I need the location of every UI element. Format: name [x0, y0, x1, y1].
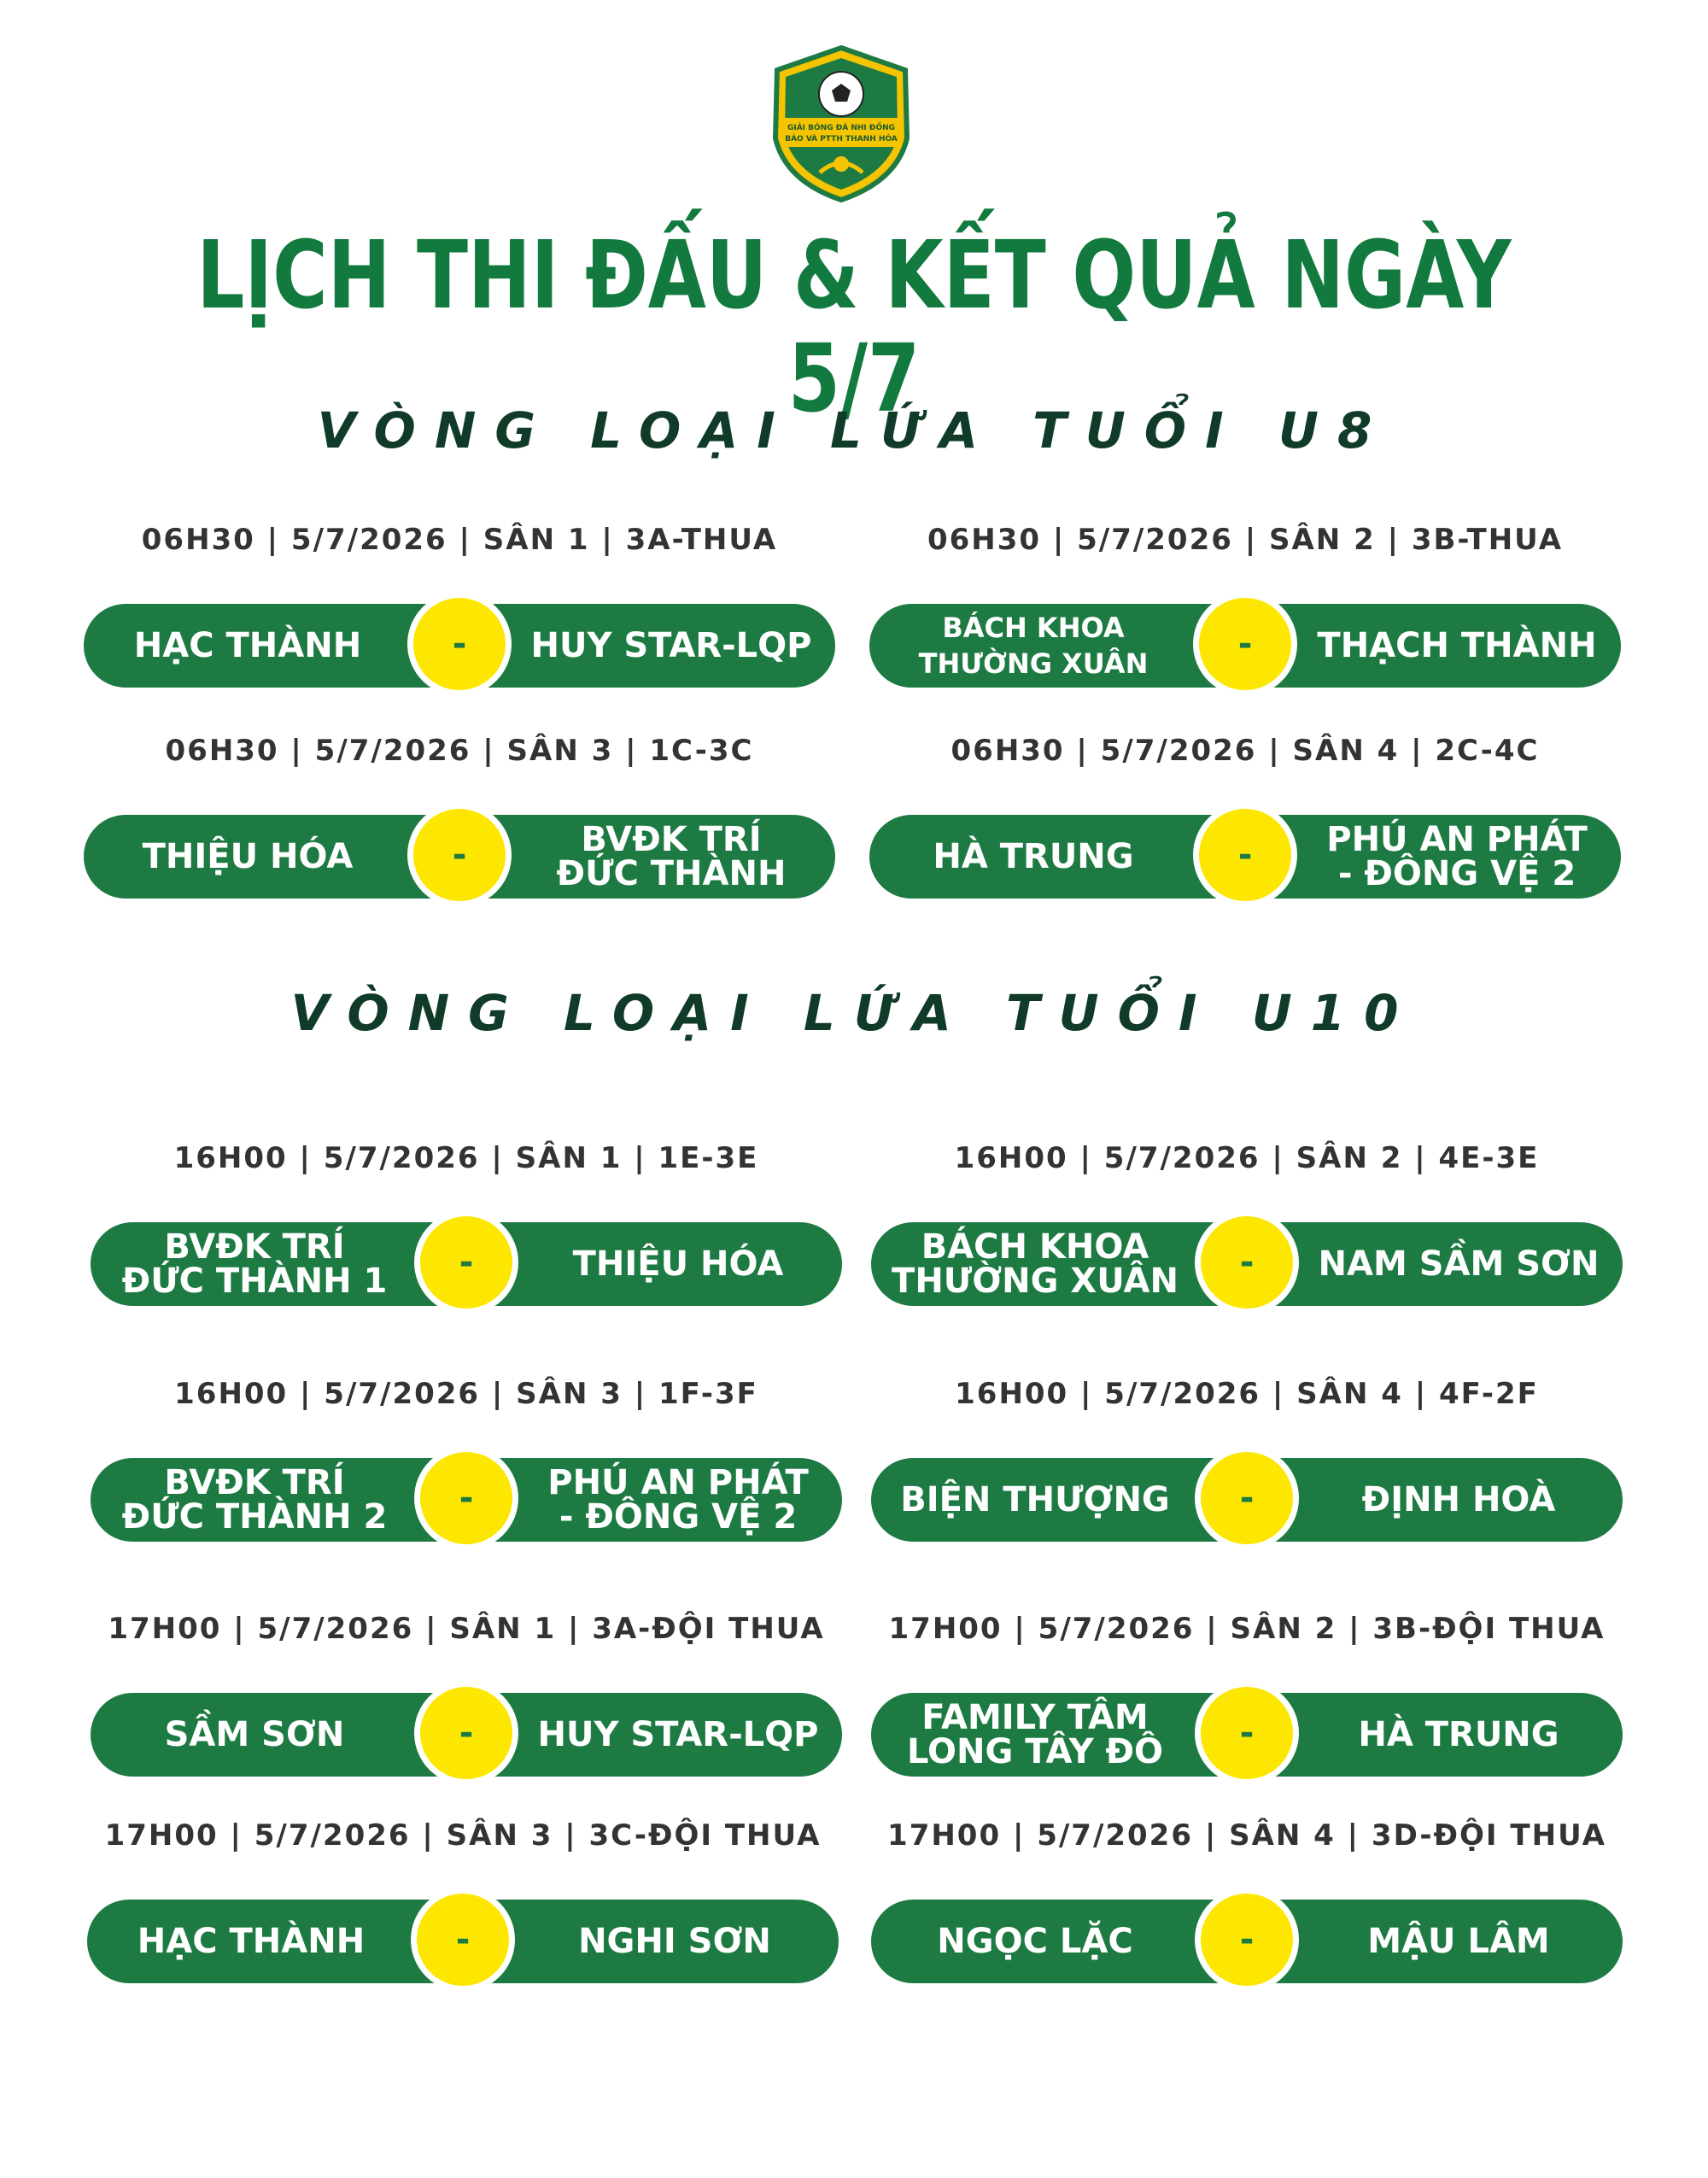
home-team: BÁCH KHOA THƯỜNG XUÂN — [918, 612, 1149, 680]
home-team: BVĐK TRÍ ĐỨC THÀNH 1 — [121, 1227, 388, 1301]
match-bar — [84, 815, 835, 899]
match-info: 16H00 | 5/7/2026 | SÂN 4 | 4F-2F — [955, 1377, 1539, 1411]
score-circle: - — [1195, 1888, 1299, 1992]
logo-text-line2: BÁO VÀ PTTH THANH HÓA — [785, 135, 898, 143]
home-team: SẦM SƠN — [164, 1715, 345, 1754]
match-card — [84, 522, 835, 688]
match-info: 16H00 | 5/7/2026 | SÂN 3 | 1F-3F — [174, 1377, 758, 1411]
match-card — [871, 1818, 1623, 1983]
away-team: HÀ TRUNG — [1358, 1715, 1559, 1754]
match-bar — [91, 1458, 842, 1542]
match-card — [869, 522, 1621, 688]
match-bar — [871, 1222, 1623, 1306]
home-team: FAMILY TÂM LONG TÂY ĐÔ — [906, 1698, 1164, 1771]
away-team: THIỆU HÓA — [572, 1244, 784, 1284]
away-team: NGHI SƠN — [578, 1922, 771, 1961]
match-info: 17H00 | 5/7/2026 | SÂN 4 | 3D-ĐỘI THUA — [887, 1818, 1606, 1853]
score-circle: - — [411, 1888, 515, 1992]
home-team: HÀ TRUNG — [933, 837, 1134, 876]
section-heading-u10: VÒNG LOẠI LỨA TUỔI U10 — [290, 984, 1418, 1042]
match-card — [871, 1611, 1623, 1777]
score-circle: - — [1195, 1681, 1299, 1785]
away-team: THẠCH THÀNH — [1317, 626, 1597, 665]
away-team: NAM SẦM SƠN — [1318, 1244, 1600, 1284]
match-info: 06H30 | 5/7/2026 | SÂN 2 | 3B-THUA — [927, 523, 1564, 557]
tournament-logo — [769, 44, 914, 202]
match-card — [87, 1818, 839, 1983]
match-card — [84, 733, 835, 899]
match-info: 17H00 | 5/7/2026 | SÂN 1 | 3A-ĐỘI THUA — [108, 1612, 825, 1646]
match-bar — [91, 1693, 842, 1777]
match-card — [91, 1611, 842, 1777]
score-circle: - — [1195, 1446, 1299, 1550]
page-title: LỊCH THI ĐẤU & KẾT QUẢ NGÀY 5/7 — [196, 220, 1512, 433]
score-circle: - — [414, 1681, 518, 1785]
away-team: HUY STAR-LQP — [537, 1715, 819, 1754]
score-circle: - — [407, 592, 512, 696]
score-circle: - — [1193, 592, 1297, 696]
match-bar — [87, 1900, 839, 1983]
home-team: HẠC THÀNH — [133, 626, 362, 665]
away-team: ĐỊNH HOÀ — [1361, 1480, 1556, 1519]
away-team: PHÚ AN PHÁT - ĐÔNG VỆ 2 — [1326, 820, 1588, 893]
match-bar — [871, 1900, 1623, 1983]
match-card — [869, 733, 1621, 899]
match-info: 17H00 | 5/7/2026 | SÂN 2 | 3B-ĐỘI THUA — [888, 1612, 1606, 1646]
match-card — [871, 1140, 1623, 1306]
match-bar — [871, 1693, 1623, 1777]
away-team: BVĐK TRÍ ĐỨC THÀNH — [556, 820, 787, 893]
section-heading-u8: VÒNG LOẠI LỨA TUỔI U8 — [317, 401, 1391, 460]
away-team: MẬU LÂM — [1367, 1922, 1550, 1961]
match-info: 16H00 | 5/7/2026 | SÂN 1 | 1E-3E — [173, 1141, 759, 1175]
match-bar — [869, 815, 1621, 899]
match-card — [871, 1376, 1623, 1542]
match-bar — [871, 1458, 1623, 1542]
home-team: THIỆU HÓA — [142, 837, 354, 876]
home-team: BVĐK TRÍ ĐỨC THÀNH 2 — [121, 1463, 388, 1537]
match-bar — [84, 604, 835, 688]
away-team: HUY STAR-LQP — [530, 626, 812, 665]
score-circle: - — [1195, 1210, 1299, 1314]
match-card — [91, 1376, 842, 1542]
match-bar — [869, 604, 1621, 688]
away-team: PHÚ AN PHÁT - ĐÔNG VỆ 2 — [547, 1463, 809, 1537]
match-info: 06H30 | 5/7/2026 | SÂN 3 | 1C-3C — [165, 734, 754, 768]
match-info: 17H00 | 5/7/2026 | SÂN 3 | 3C-ĐỘI THUA — [104, 1818, 822, 1853]
home-team: NGỌC LẶC — [937, 1922, 1133, 1961]
logo-text-line1: GIẢI BÓNG ĐÁ NHI ĐỒNG — [787, 124, 896, 132]
home-team: HẠC THÀNH — [137, 1922, 366, 1961]
match-card — [91, 1140, 842, 1306]
home-team: BÁCH KHOA THƯỜNG XUÂN — [892, 1227, 1179, 1301]
score-circle: - — [1193, 803, 1297, 907]
score-circle: - — [407, 803, 512, 907]
score-circle: - — [414, 1210, 518, 1314]
match-info: 06H30 | 5/7/2026 | SÂN 1 | 3A-THUA — [141, 523, 778, 557]
match-info: 16H00 | 5/7/2026 | SÂN 2 | 4E-3E — [954, 1141, 1540, 1175]
match-info: 06H30 | 5/7/2026 | SÂN 4 | 2C-4C — [951, 734, 1540, 768]
match-bar — [91, 1222, 842, 1306]
score-circle: - — [414, 1446, 518, 1550]
home-team: BIỆN THƯỢNG — [900, 1480, 1170, 1519]
